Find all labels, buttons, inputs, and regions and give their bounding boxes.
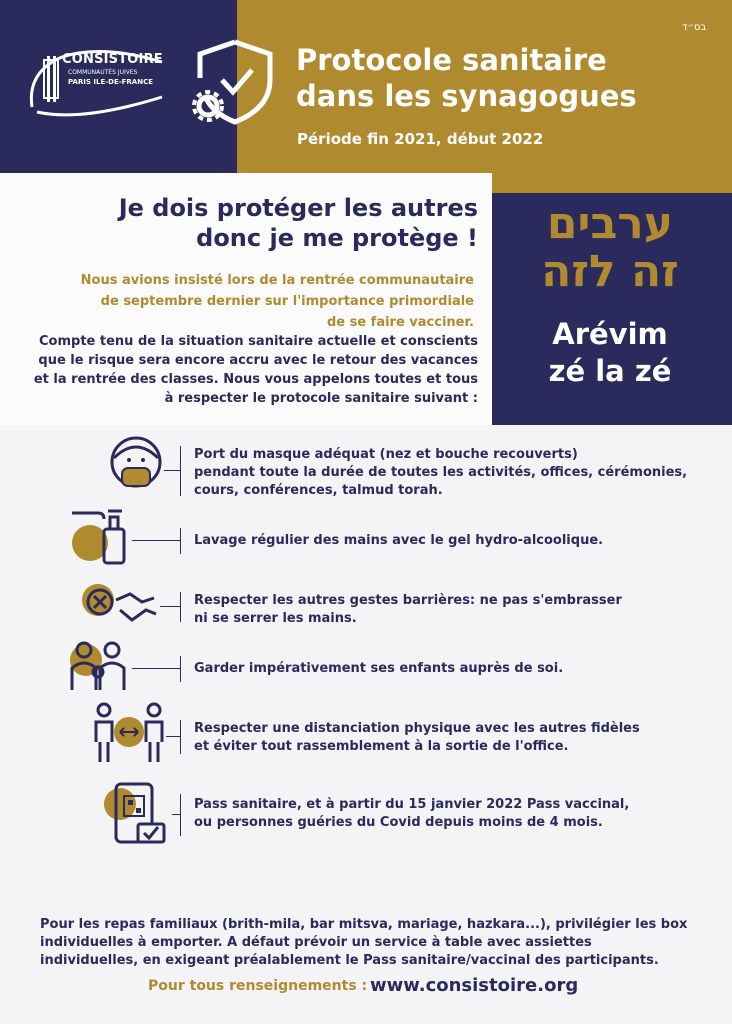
bsd-mark: בס״ד [682, 22, 707, 33]
hebrew-motto [510, 200, 710, 296]
rule-line: Respecter les autres gestes barrières: ne pas s'embrasser [194, 593, 622, 608]
page-title [296, 42, 716, 114]
connector-line [132, 540, 180, 541]
rule-line: Pass sanitaire, et à partir du 15 janvier 2022 Pass vaccinal, [194, 797, 630, 812]
context-paragraph [20, 332, 478, 408]
connector-line [180, 656, 181, 682]
latin-motto [510, 316, 710, 390]
rule-line: Port du masque adéquat (nez et bouche recouverts) [194, 447, 578, 462]
paragraph-line: de se faire vacciner. [326, 315, 474, 330]
rule-line: ni se serrer les mains. [194, 611, 357, 626]
title-line: Protocole sanitaire [296, 43, 607, 77]
family-icon [66, 638, 132, 692]
contact-label: Pour tous renseignements : [148, 978, 368, 994]
hand-sanitizer-icon [68, 505, 132, 567]
rule-mask [194, 446, 714, 500]
connector-line [172, 814, 180, 815]
title-line: dans les synagogues [296, 79, 637, 113]
heading-line: Je dois protéger les autres [118, 194, 478, 222]
hebrew-line: זה לזה [541, 246, 679, 297]
connector-line [180, 720, 181, 754]
rule-line: pendant toute la durée de toutes les activités, offices, cérémonies, [194, 465, 688, 480]
intro-heading [8, 193, 478, 253]
connector-line [180, 446, 181, 496]
mask-icon [104, 432, 164, 498]
rule-line: ou personnes guéries du Covid depuis moins de 4 mois. [194, 815, 603, 830]
logo-subtitle: COMMUNAUTÉS JUIVES [68, 69, 138, 76]
period-subtitle: Période fin 2021, début 2022 [297, 130, 544, 148]
rule-line: Respecter une distanciation physique avec les autres fidèles [194, 721, 640, 736]
connector-line [180, 528, 181, 554]
qr-pass-icon [100, 780, 172, 850]
footer-line: individuelles, en exigeant préalablement le Pass sanitaire/vaccinal des participants. [40, 953, 659, 968]
paragraph-line: Nous avions insisté lors de la rentrée communautaire [80, 273, 474, 288]
no-handshake-icon [80, 580, 160, 630]
footer-note [40, 916, 700, 970]
rule-line: et éviter tout rassemblement à la sortie de l'office. [194, 739, 569, 754]
connector-line [166, 736, 180, 737]
rule-children [194, 660, 714, 678]
connector-line [132, 668, 180, 669]
heading-line: donc je me protège ! [196, 224, 478, 252]
vaccination-paragraph [60, 270, 474, 333]
website-link[interactable]: www.consistoire.org [370, 975, 579, 996]
logo-subtitle-region: PARIS ILE-DE-FRANCE [68, 78, 153, 86]
rule-line: cours, conférences, talmud torah. [194, 483, 443, 498]
paragraph-line: Compte tenu de la situation sanitaire actuelle et conscients [39, 334, 478, 349]
hebrew-line: ערבים [546, 198, 674, 249]
motto-panel-strip [492, 173, 732, 193]
connector-line [164, 470, 180, 471]
motto-line: Arévim [552, 317, 668, 351]
paragraph-line: et la rentrée des classes. Nous vous appelons toutes et tous [33, 372, 478, 387]
paragraph-line: que le risque sera encore accru avec le retour des vacances [38, 353, 478, 368]
distancing-icon [92, 702, 166, 764]
footer-line: Pour les repas familiaux (brith-mila, bar mitsva, mariage, hazkara...), privilégier les box [40, 917, 688, 932]
rule-distancing [194, 720, 714, 756]
rule-no-handshake [194, 592, 714, 628]
motto-line: zé la zé [548, 354, 672, 388]
rule-line: Garder impérativement ses enfants auprès de soi. [194, 661, 564, 676]
footer-line: individuelles à emporter. A défaut prévoir un service à table avec assiettes [40, 935, 592, 950]
paragraph-line: à respecter le protocole sanitaire suivant : [164, 391, 478, 406]
connector-line [180, 592, 181, 622]
rule-line: Lavage régulier des mains avec le gel hydro-alcoolique. [194, 533, 604, 548]
connector-line [160, 606, 180, 607]
rule-pass [194, 796, 714, 832]
paragraph-line: de septembre dernier sur l'importance primordiale [100, 294, 474, 309]
connector-line [180, 794, 181, 836]
logo-title: CONSISTOIRE [62, 52, 163, 67]
shield-gear-icon [190, 38, 280, 128]
rule-sanitizer [194, 532, 714, 550]
